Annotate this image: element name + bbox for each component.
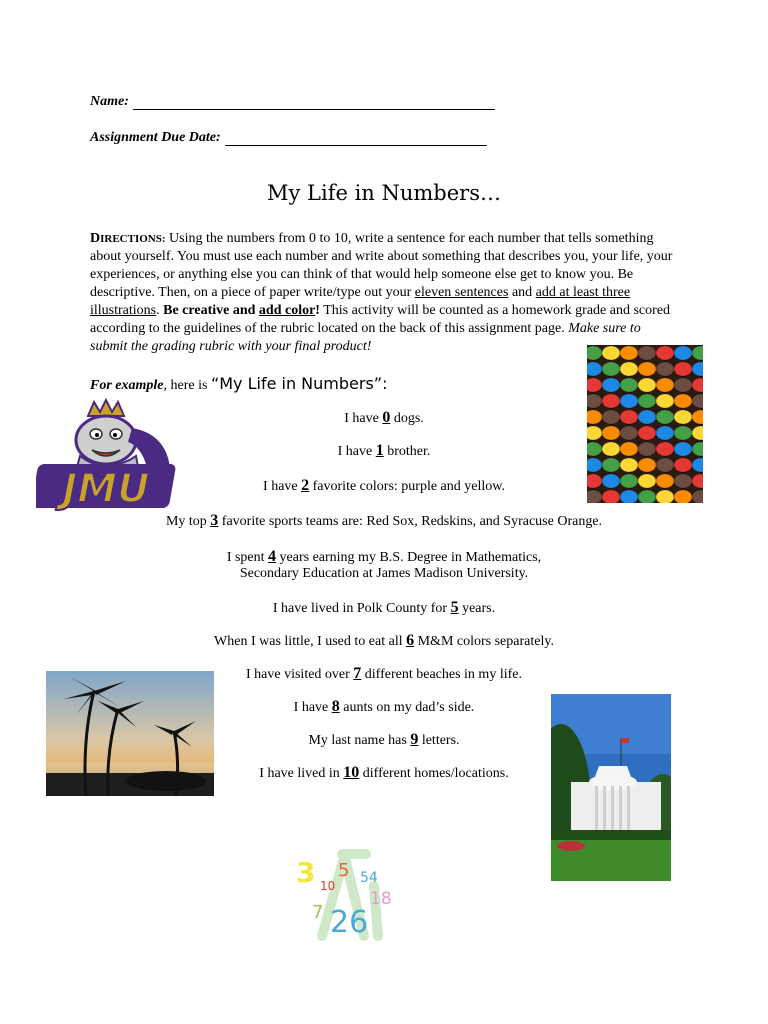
sentence-text: I have bbox=[293, 700, 332, 715]
candy bbox=[674, 394, 692, 408]
candy bbox=[656, 394, 674, 408]
sentence-text: I have lived in bbox=[259, 766, 344, 781]
sentence-text: favorite sports teams are: Red Sox, Redskins, and Syracuse Orange. bbox=[218, 514, 603, 529]
sentence-text-line2: Secondary Education at James Madison University. bbox=[239, 566, 529, 581]
candy bbox=[620, 362, 638, 376]
example-label: For example bbox=[90, 378, 164, 393]
sentence-text: I have bbox=[263, 479, 302, 494]
sentence-number: 3 bbox=[210, 512, 219, 529]
sentence-number: 7 bbox=[353, 665, 362, 682]
sentence-2 bbox=[0, 477, 768, 495]
sentence-text: M&M colors separately. bbox=[414, 634, 554, 649]
beach-photo bbox=[46, 671, 214, 796]
sentence-number: 1 bbox=[375, 442, 384, 459]
example-line bbox=[90, 374, 387, 394]
sentence-text: different beaches in my life. bbox=[361, 667, 522, 682]
directions-text-1: Using the numbers from 0 to 10, write a sentence for each number that tells something about yourself. You must use each number and write about something that describes you, your life, your experiences, or anything else you can think of that would help someone else get to know you. Be descriptive. Then, on a piece of paper write/type out your bbox=[90, 231, 673, 300]
sentence-number: 4 bbox=[268, 548, 277, 565]
directions-underline-3: add color bbox=[258, 303, 316, 318]
candy bbox=[638, 346, 656, 360]
due-date-field bbox=[90, 130, 487, 146]
candy bbox=[656, 458, 674, 472]
sentence-text: brother. bbox=[383, 444, 431, 459]
candy bbox=[602, 362, 620, 376]
sentence-text: I spent bbox=[226, 550, 269, 565]
sentence-number: 0 bbox=[382, 409, 391, 426]
directions-paragraph bbox=[90, 230, 680, 356]
directions-text-2: and bbox=[508, 285, 536, 300]
candy bbox=[638, 426, 656, 440]
candy bbox=[587, 394, 602, 408]
candy bbox=[656, 426, 674, 440]
sentence-number: 2 bbox=[301, 477, 310, 494]
due-date-line bbox=[225, 131, 487, 146]
sentence-4 bbox=[0, 548, 768, 582]
sentence-number: 6 bbox=[406, 632, 415, 649]
sentence-text: I have bbox=[337, 444, 376, 459]
directions-bold-2: ! bbox=[315, 303, 320, 318]
name-label: Name: bbox=[90, 94, 129, 109]
candy bbox=[656, 346, 674, 360]
sentence-text: My last name has bbox=[308, 733, 411, 748]
sentence-text: dogs. bbox=[390, 411, 424, 426]
candy bbox=[620, 458, 638, 472]
sentence-6 bbox=[0, 632, 768, 650]
sentence-text: years earning my B.S. Degree in Mathematics, bbox=[276, 550, 542, 565]
numbers-art bbox=[292, 846, 402, 946]
candy bbox=[620, 346, 638, 360]
art-glyph-5: 18 bbox=[370, 889, 392, 909]
sentence-text: When I was little, I used to eat all bbox=[214, 634, 407, 649]
name-line bbox=[133, 95, 495, 110]
directions-italic: Make sure to submit the grading rubric with your final product! bbox=[90, 321, 641, 354]
candy bbox=[602, 394, 620, 408]
candy bbox=[620, 394, 638, 408]
sentence-text: years. bbox=[458, 601, 496, 616]
page-title: My Life in Numbers… bbox=[267, 181, 501, 205]
sentence-1 bbox=[0, 442, 768, 460]
candy bbox=[674, 426, 692, 440]
art-glyph-1: 3 bbox=[296, 856, 316, 889]
art-glyph-6: 7 bbox=[312, 902, 324, 923]
art-glyph-3: 10 bbox=[320, 879, 336, 893]
candy bbox=[638, 378, 656, 392]
sentence-text: aunts on my dad’s side. bbox=[339, 700, 475, 715]
sentence-0 bbox=[0, 409, 768, 427]
sentence-number: 5 bbox=[450, 599, 459, 616]
candy bbox=[587, 346, 602, 360]
candy bbox=[587, 458, 602, 472]
directions-lead-cap: D bbox=[90, 231, 101, 246]
candy bbox=[587, 378, 602, 392]
directions-underline-2: add at least three illustrations bbox=[90, 285, 631, 318]
art-glyph-2: 5 bbox=[338, 860, 350, 881]
directions-text-4: This activity will be counted as a homework grade and scored according to the guidelines of the rubric located on the back of this assignment page. bbox=[90, 303, 670, 336]
sentence-text: I have bbox=[344, 411, 383, 426]
sentence-number: 8 bbox=[331, 698, 340, 715]
sentence-text: letters. bbox=[418, 733, 460, 748]
candy bbox=[587, 362, 602, 376]
candy bbox=[602, 426, 620, 440]
candy bbox=[620, 378, 638, 392]
candy bbox=[620, 426, 638, 440]
sentence-3 bbox=[0, 512, 768, 530]
candy bbox=[587, 426, 602, 440]
art-glyph-7: 26 bbox=[330, 905, 369, 940]
directions-lead-rest: IRECTIONS: bbox=[100, 233, 166, 245]
candy bbox=[638, 362, 656, 376]
sentence-text: different homes/locations. bbox=[359, 766, 509, 781]
sentence-number: 9 bbox=[410, 731, 419, 748]
directions-text-3: . bbox=[156, 303, 164, 318]
sentence-text: I have lived in Polk County for bbox=[272, 601, 451, 616]
sentence-number: 10 bbox=[343, 764, 360, 781]
sentence-text: favorite colors: purple and yellow. bbox=[309, 479, 505, 494]
candy bbox=[674, 458, 692, 472]
directions-bold-1: Be creative and bbox=[163, 303, 259, 318]
candy bbox=[602, 346, 620, 360]
name-field bbox=[90, 94, 495, 110]
candy bbox=[674, 346, 692, 360]
candy bbox=[656, 378, 674, 392]
art-glyph-4: 54 bbox=[360, 870, 378, 886]
directions-underline-1: eleven sentences bbox=[414, 285, 509, 300]
candy bbox=[656, 362, 674, 376]
candy bbox=[602, 378, 620, 392]
sentence-5 bbox=[0, 599, 768, 617]
sentence-text: I have visited over bbox=[246, 667, 354, 682]
sentence-text: My top bbox=[165, 514, 211, 529]
example-mid: , here is bbox=[163, 378, 211, 393]
candy bbox=[602, 458, 620, 472]
candy bbox=[674, 378, 692, 392]
due-date-label: Assignment Due Date: bbox=[90, 130, 221, 145]
jmu-logo-text: JMU bbox=[62, 466, 150, 512]
white-house-photo bbox=[551, 694, 671, 881]
candy bbox=[638, 394, 656, 408]
candy bbox=[674, 362, 692, 376]
candy bbox=[638, 458, 656, 472]
example-quote: “My Life in Numbers”: bbox=[210, 374, 388, 393]
